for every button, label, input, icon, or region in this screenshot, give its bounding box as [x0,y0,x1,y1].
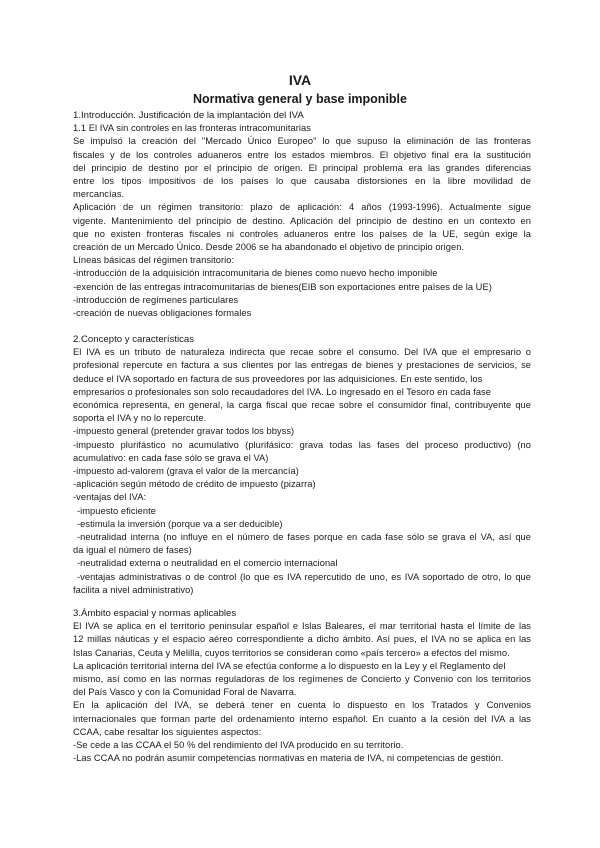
text-line: Líneas básicas del régimen transitorio: [73,255,235,266]
text-line: deduce el IVA soportado en factura de sus proveedores por las adquisiciones. En este sentido, los [73,373,483,384]
document-subtitle: Normativa general y base imponible [193,92,407,106]
text-line: -impuesto general (pretender gravar todos los bbyss) [73,426,295,437]
text-line: -ventajas del IVA: [73,492,147,503]
text-line: -introducción de regímenes particulares [73,294,239,305]
text-line: del principio de destino por el principio de origen. El principal problema era las grandes diferencias [73,162,531,173]
text-line: 12 millas náuticas y el espacio aéreo correspondiente a dicho ámbito. Así pues, el IVA no se aplica en las [73,634,531,645]
text-line: facilita a nivel administrativo) [73,584,194,595]
text-line: que no existen fronteras fiscales ni controles aduaneros entre los países de la UE, según exige la [73,228,531,239]
text-line: económica representa, en general, la carga fiscal que recae sobre el consumidor final, contribuyente que [73,400,531,411]
text-line: mismo, así como en las normas reguladoras de los regímenes de Concierto y Convenio con los territorios [73,674,531,685]
text-line: El IVA se aplica en el territorio peninsular español e Islas Baleares, el mar territorial hasta el límite de las [73,621,531,632]
text-line: acumulativo: en cada fase sólo se grava el VA) [73,452,269,463]
text-line: La aplicación territorial interna del IVA se efectúa conforme a lo dispuesto en la Ley y el Reglamento del [73,660,506,671]
text-line: -estimula la inversión (porque va a ser deducible) [77,518,283,529]
text-line: -Se cede a las CCAA el 50 % del rendimiento del IVA producido en su territorio. [73,740,404,751]
section-heading: 3.Ámbito espacial y normas aplicables [73,608,237,619]
document-title: IVA [288,72,312,88]
text-line: -exención de las entregas intracomunitarias de bienes(EIB son exportaciones entre países de la UE) [73,281,492,292]
section-heading: 2.Concepto y características [73,334,195,345]
text-line: del País Vasco y con la Comunidad Foral de Navarra. [73,687,297,698]
text-line: -aplicación según método de crédito de impuesto (pizarra) [73,479,316,490]
text-line: entre los tipos impositivos de los países lo que causaba distorsiones en la libre movilidad de [73,176,531,187]
text-line: -neutralidad interna (no influye en el número de fases porque en cada fase sólo se grava el VA, así que [77,532,531,543]
text-line: -impuesto eficiente [77,505,156,516]
text-line: da igual el número de fases) [73,545,192,556]
text-line: mercancías. [73,189,125,200]
section-ambito [73,607,531,765]
text-line: 1.1 El IVA sin controles en las fronteras intracomunitarias [73,123,311,134]
text-line: internacionales que forman parte del ordenamiento interno español. En cuanto a la cesión del IVA a las [73,713,531,724]
text-line: Islas Canarias, Ceuta y Melilla, cuyos territorios se consideran como «país tercero» a efectos del mismo. [73,647,510,658]
text-line: -Las CCAA no podrán asumir competencias normativas en materia de IVA, ni competencias de gestión. [73,753,504,764]
text-line: Se impulsó la creación del "Mercado Único Europeo" lo que supuso la eliminación de las fronteras [73,136,531,147]
text-line: empresarios o profesionales son solo recaudadores del IVA. Lo ingresado en el Tesoro en cada fase [73,386,491,397]
text-line: -impuesto ad-valorem (grava el valor de la mercancía) [73,466,299,477]
section-heading: 1.Introducción. Justificación de la implantación del IVA [73,110,304,121]
text-line: -ventajas administrativas o de control (lo que es IVA repercutido de uno, es IVA soportado de otro, lo que [77,571,531,582]
text-line: fiscales y de los controles aduaneros entre los estados miembros. El objetivo final era la sustitución [73,149,531,160]
text-line: -neutralidad externa o neutralidad en el comercio internacional [77,558,338,569]
text-line: soporta el IVA y no lo repercute. [73,413,207,424]
text-line: -impuesto plurifástico no acumulativo (plurifásico: grava todas las fases del proceso productivo) (no [73,439,531,450]
text-line: -creación de nuevas obligaciones formales [73,308,252,319]
text-line: CCAA, cabe resaltar los siguientes aspectos: [73,726,262,737]
text-line: En la aplicación del IVA, se deberá tener en cuenta lo dispuesto en los Tratados y Convenios [73,700,531,711]
text-line: El IVA es un tributo de naturaleza indirecta que recae sobre el consumo. Del IVA que el empresario o [73,347,531,358]
section-concepto [73,333,531,597]
text-line: creación de un Mercado Único. Desde 2006 se ha abandonado el objetivo de principio origen. [73,242,465,253]
section-introduccion [73,109,531,320]
text-line: -introducción de la adquisición intracomunitaria de bienes como nuevo hecho imponible [73,268,438,279]
text-line: profesional repercute en factura a sus clientes por las entregas de bienes y prestaciones de servicios, se [73,360,531,371]
text-line: vigente. Mantenimiento del principio de destino. Aplicación del principio de destino en un contexto en [73,215,531,226]
text-line: Aplicación de un régimen transitorio: plazo de aplicación: 4 años (1993-1996). Actualmente sigue [73,202,531,213]
